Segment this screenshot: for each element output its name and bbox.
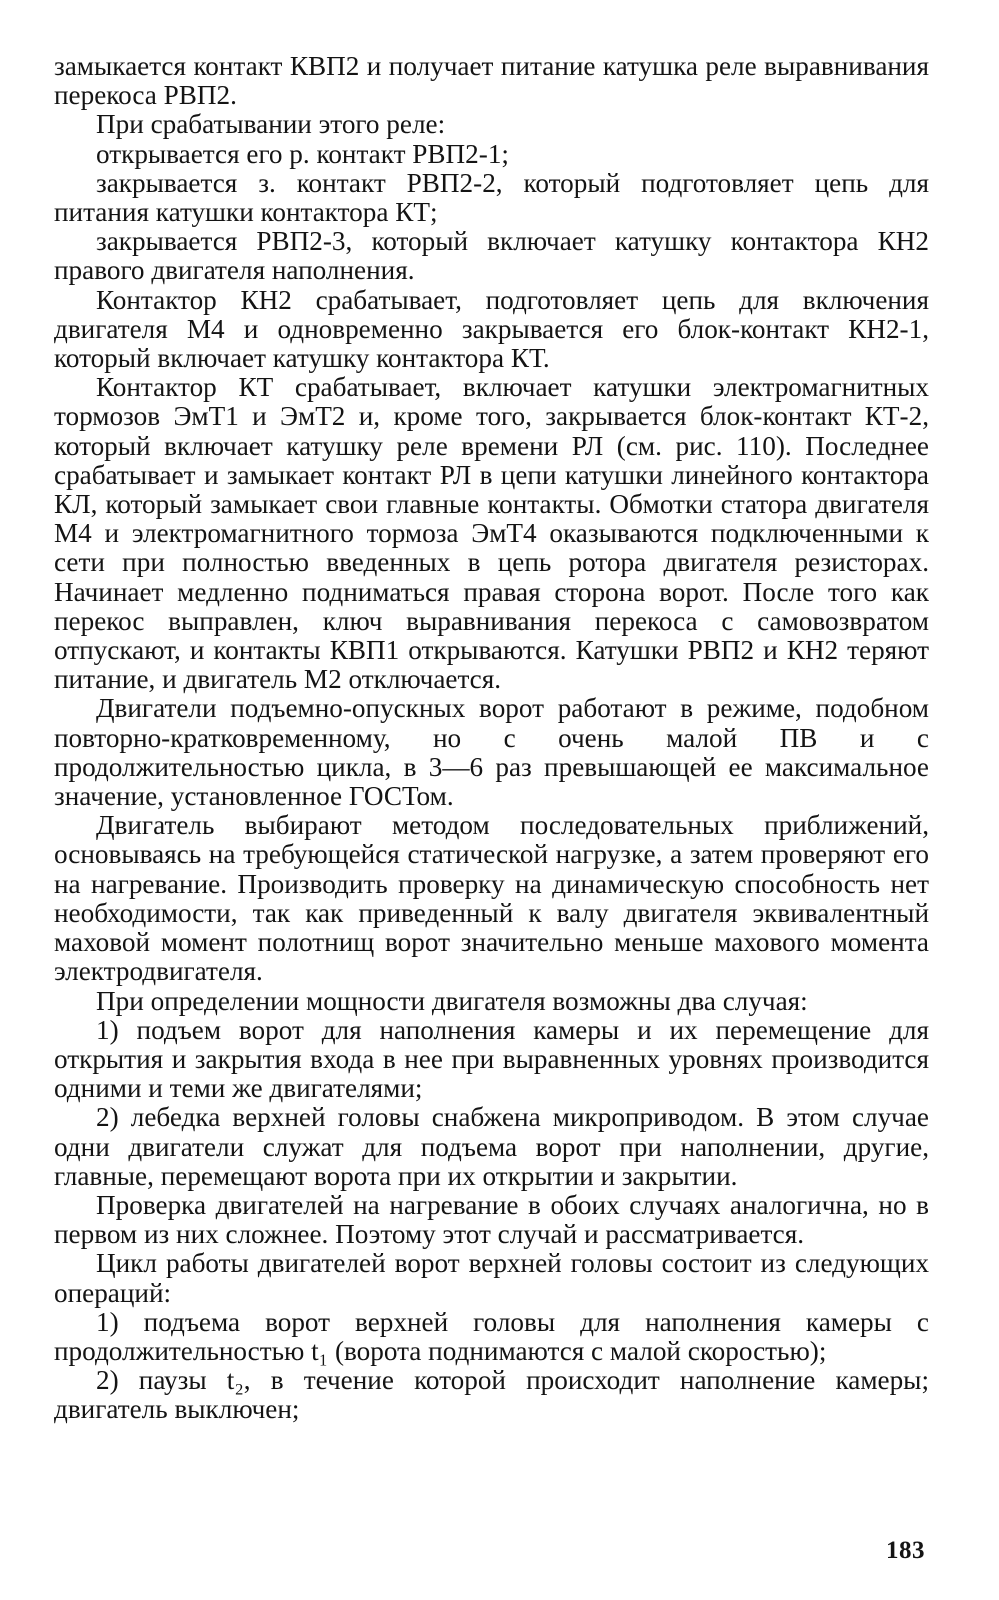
list-item: 2) лебедка верхней головы снабжена микроприводом. В этом случае одни двигатели служат для подъема ворот при наполнении, другие, главные, перемещают ворота при их открытии и закрытии.	[54, 1102, 929, 1191]
paragraph-continued: замыкается контакт КВП2 и получает питание катушка реле выравнивания перекоса РВП2.	[54, 51, 929, 111]
list-item: 1) подъем ворот для наполнения камеры и их перемещение для открытия и закрытия входа в нее при выравненных уровнях производится одними и теми же двигателями;	[54, 1014, 929, 1104]
list-item: 2) паузы t₂, в течение которой происходит наполнение камеры; двигатель выключен;	[54, 1365, 929, 1425]
paragraph: При определении мощности двигателя возможны два случая:	[96, 985, 808, 1016]
paragraph: Проверка двигателей на нагревание в обоих случаях аналогична, но в первом из них сложнее. Поэтому этот случай и рассматривается.	[54, 1189, 929, 1250]
paragraph: Двигатель выбирают методом последовательных приближений, основываясь на требующейся статической нагрузке, а затем проверяют его на нагревание. Производить проверку на динамическую способность нет необходимости, так как приведенный к валу двигателя эквивалентный маховой момент полотнищ ворот значительно меньше махового момента электродвигателя.	[54, 810, 929, 987]
body-text	[54, 52, 929, 1425]
paragraph: Контактор КН2 срабатывает, подготовляет цепь для включения двигателя М4 и одновременно закрывается его блок-контакт КН2-1, который включает катушку контактора КТ.	[54, 284, 929, 374]
list-item: закрывается РВП2-3, который включает катушку контактора КН2 правого двигателя наполнения.	[54, 226, 929, 286]
list-item: открывается его р. контакт РВП2-1;	[96, 138, 509, 169]
list-item: закрывается з. контакт РВП2-2, который подготовляет цепь для питания катушки контактора КТ;	[54, 167, 929, 228]
page-number: 183	[886, 1537, 925, 1564]
list-item: 1) подъема ворот верхней головы для наполнения камеры с продолжительностью t₁ (ворота поднимаются с малой скоростью);	[54, 1306, 929, 1366]
paragraph: Цикл работы двигателей ворот верхней головы состоит из следующих операций:	[54, 1248, 929, 1308]
paragraph: Двигатели подъемно-опускных ворот работают в режиме, подобном повторно-кратковременному, но с очень малой ПВ и с продолжительностью цикла, в 3—6 раз превышающей ее максимальное значение, установленное ГОСТом.	[54, 693, 929, 812]
paragraph: При срабатывании этого реле:	[96, 109, 446, 140]
paragraph: Контактор КТ срабатывает, включает катушки электромагнитных тормозов ЭмТ1 и ЭмТ2 и, кроме того, закрывается блок-контакт КТ-2, который включает катушку реле времени РЛ (см. рис. 110). Последнее срабатывает и замыкает контакт РЛ в цепи катушки линейного контактора КЛ, который замыкает свои главные контакты. Обмотки статора двигателя М4 и электромагнитного тормоза ЭмТ4 оказываются подключенными к сети при полностью введенных в цепь ротора двигателя резисторах. Начинает медленно подниматься правая сторона ворот. После того как перекос выправлен, ключ выравнивания перекоса с самовозвратом отпускают, и контакты КВП1 открываются. Катушки РВП2 и КН2 теряют питание, и двигатель М2 отключается.	[54, 372, 929, 695]
